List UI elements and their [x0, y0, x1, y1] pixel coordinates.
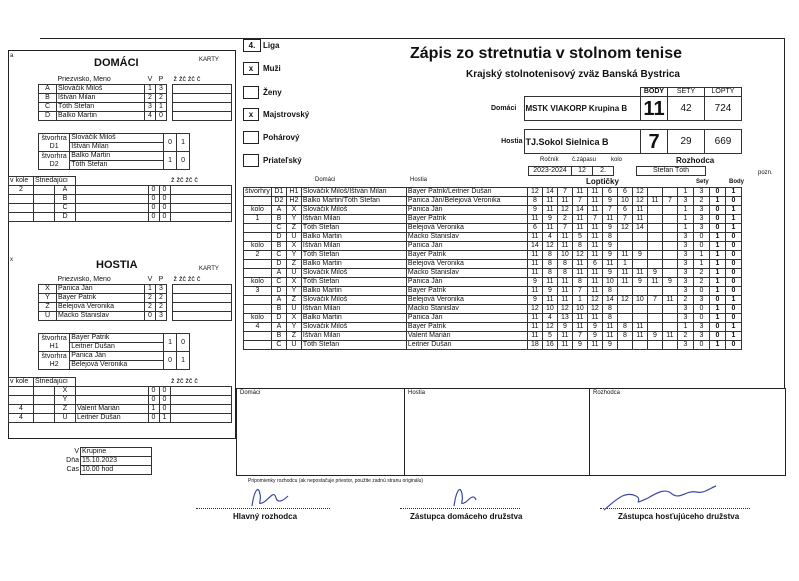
home-subs-table: v kole Striedajúci ž žč žč č 2 A 0 0 B 0 0 C 0 0 D 0 0	[8, 176, 232, 222]
away-sub-row: Y 0 0	[9, 396, 232, 405]
pozn-label: pozn.	[758, 170, 773, 176]
home-col-v: V	[147, 76, 153, 83]
notes-home-box[interactable]	[236, 388, 406, 476]
home-col-name: Priezvisko, Meno	[57, 76, 111, 83]
away-sub-row: 4 U Leitner Dušan 0 1	[9, 414, 232, 423]
home-rep-signature	[448, 482, 484, 510]
home-rep-label: Zástupca domáceho družstva	[410, 512, 523, 521]
home-player-row: A Slováčik Miloš 1 3	[39, 85, 232, 94]
notes-referee-box[interactable]	[589, 388, 786, 476]
summary-home-points: 11	[641, 97, 668, 121]
away-double-row: štvorhra H1 Bayer Patrik 1 0	[39, 334, 190, 343]
summary-away-sets: 29	[668, 130, 705, 154]
home-player-row: B Ištván Milan 2 2	[39, 94, 232, 103]
notes-away-box[interactable]	[404, 388, 591, 476]
match-row: kolo C X Tóth Štefan Panica Ján 9 11 11 8 11 10 11 9 11 9 3 2 1 0	[244, 278, 742, 287]
match-row: 1 B Y Ištván Milan Bayer Patrik 11 9 2 11 7 11 7 11 1 3 0 1	[244, 215, 742, 224]
away-player-row: Z Belejová Veronika 2 2	[39, 303, 232, 312]
match-row: 3 D Y Balko Martin Bayer Patrik 11 9 11 7 11 8 3 0 1 0	[244, 287, 742, 296]
away-doubles-table: štvorhra H1 Bayer Patrik 1 0 Leitner Dušan štvorhra H2 Panica Ján 0 1 Belejová Veronika	[38, 333, 190, 370]
away-sub-row: 4 Z Valent Marián 1 0	[9, 405, 232, 414]
page-subtitle: Krajský stolnotenisový zväz Banská Bystrica	[466, 69, 680, 80]
home-players-table	[38, 76, 232, 121]
footer-note: Pripomienky rozhodcu (ak nepostačuje priestor, použite zadnú stranu originálu)	[248, 478, 424, 484]
away-double-row: štvorhra H2 Panica Ján 0 1	[39, 352, 190, 361]
summary-away-points: 7	[641, 130, 668, 154]
away-karty-label: KARTY	[199, 266, 219, 272]
category-label-zeny: Ženy	[263, 88, 282, 97]
match-row: D2 H2 Balko Martin/Tóth Štefan Panica Ján/Belejová Veronika 8 11 11 7 11 9 10 12 11 7 3 2 1 0	[244, 197, 742, 206]
match-row: A Z Slováčik Miloš Belejová Veronika 9 11 11 1 12 14 12 10 7 11 2 3 0 1	[244, 296, 742, 305]
category-label-priatelsky: Priateľský	[263, 156, 302, 165]
category-label-majstrovsky: Majstrovský	[263, 110, 310, 119]
venue-date: 15.10.2023	[81, 457, 152, 466]
category-check-zeny[interactable]	[243, 86, 259, 99]
category-check-pohar[interactable]	[243, 131, 259, 144]
away-subs-table: v kole Striedajúci ž žč žč č X 0 0 Y 0 0 4 Z Valent Marián 1 0 4 U Leitner Dušan 0 1	[8, 377, 232, 423]
zapas-label: č.zápasu	[572, 157, 597, 163]
home-sub-row: C 0 0	[9, 204, 232, 213]
home-player-row: D Balko Martin 4 0	[39, 112, 232, 121]
matches-col-domaci: Domáci	[315, 177, 336, 183]
venue-time: 10.00 hod	[81, 466, 152, 475]
page-title: Zápis zo stretnutia v stolnom tenise	[410, 45, 683, 62]
rozhodca-label: Rozhodca	[676, 156, 715, 165]
away-player-row: X Panica Ján 1 3	[39, 285, 232, 294]
notes-referee-label: Rozhodca	[593, 390, 621, 396]
venue-table	[40, 447, 152, 475]
league-label: Liga	[263, 41, 280, 50]
match-row: D Z Balko Martin Belejová Veronika 11 8 8 11 6 11 1 3 1 1 0	[244, 260, 742, 269]
matches-col-sety: Sety	[696, 179, 709, 185]
referee-label: Hlavný rozhodca	[233, 512, 298, 521]
venue-place: Krupine	[81, 448, 152, 457]
category-check-priatelsky[interactable]	[243, 154, 259, 167]
home-title: DOMÁCI	[94, 57, 139, 69]
match-row: kolo A X Slováčik Miloš Panica Ján 9 11 12 14 11 7 6 11 1 3 0 1	[244, 206, 742, 215]
meta-table: 2023-2024 12 2. Štefan Tóth	[528, 166, 706, 176]
matches-col-body: Body	[729, 179, 744, 185]
venue-time-label: Čas	[66, 466, 79, 473]
home-karty-label: KARTY	[199, 57, 219, 63]
summary-away-balls: 669	[705, 130, 742, 154]
away-rep-label: Zástupca hosťujúceho družstva	[618, 512, 740, 521]
match-row: C Z Tóth Štefan Belejová Veronika 6 11 7 11 11 9 12 14 1 3 0 1	[244, 224, 742, 233]
summary-home-team: MSTK VIAKORP Krupina B	[524, 97, 641, 121]
summary-home-label: Domáci	[491, 104, 517, 112]
home-karty-cols: ž žč žč č	[173, 76, 201, 83]
home-double-row: štvorhra D2 Balko Martin 1 0	[39, 152, 190, 161]
match-row: štvorhry D1 H1 Slováčik Miloš/Ištván Milan Bayer Patrik/Leitner Dušan 12 14 7 11 11 6 6 12 1 3 0 1	[244, 188, 742, 197]
matches-col-lopticky: Loptičky	[586, 177, 619, 186]
category-check-muzi[interactable]: x	[243, 62, 259, 75]
match-row: 4 A Y Slováčik Miloš Bayer Patrik 11 12 9 11 9 11 8 11 1 3 0 1	[244, 323, 742, 332]
home-double-row: štvorhra D1 Slováčik Miloš 0 1	[39, 134, 190, 143]
category-label-pohar: Pohárový	[263, 133, 300, 142]
kolo-label: kolo	[611, 157, 623, 163]
home-player-row: C Tóth Štefan 3 1	[39, 103, 232, 112]
notes-home-label: Domáci	[240, 390, 261, 396]
match-row: B U Ištván Milan Macko Stanislav 12 10 12 10 12 8 3 0 1 0	[244, 305, 742, 314]
away-players-table: Priezvisko, Meno V P ž žč žč č X Panica Ján 1 3 Y Bayer Patrik 2 2 Z Belejová Veronika 2 2 U Macko Stanislav 0 3	[38, 276, 232, 321]
away-player-row: Y Bayer Patrik 2 2	[39, 294, 232, 303]
match-row: C U Tóth Štefan Leitner Dušan 18 16 11 9 11 9 3 0 1 0	[244, 341, 742, 350]
venue-date-label: Dňa	[66, 457, 79, 464]
summary-home-balls: 724	[705, 97, 742, 121]
match-row: B Z Ištván Milan Valent Marián 11 5 11 7 9 11 8 11 9 11 2 3 0 1	[244, 332, 742, 341]
away-sub-row: X 0 0	[9, 387, 232, 396]
away-rep-signature	[600, 482, 720, 514]
match-row: A U Slováčik Miloš Macko Stanislav 11 8 8 11 11 9 11 11 9 3 2 1 0	[244, 269, 742, 278]
home-sub-row: D 0 0	[9, 213, 232, 222]
league-number-box[interactable]: 4.	[243, 39, 261, 52]
away-corner-label: x	[10, 257, 13, 263]
match-row: 2 C Y Tóth Štefan Bayer Patrik 11 8 10 12 11 9 11 9 3 1 1 0	[244, 251, 742, 260]
referee-signature	[244, 480, 300, 510]
away-title: HOSTIA	[96, 259, 138, 271]
category-label-muzi: Muži	[263, 64, 281, 73]
category-check-majstrovsky[interactable]: x	[243, 108, 259, 121]
home-sub-row: B 0 0	[9, 195, 232, 204]
home-col-p: P	[158, 76, 164, 83]
matches-table	[243, 187, 742, 350]
matches-col-hostia: Hostia	[410, 177, 428, 183]
match-row: kolo D X Balko Martin Panica Ján 11 4 13 11 11 8 3 0 1 0	[244, 314, 742, 323]
summary-home-sets: 42	[668, 97, 705, 121]
home-doubles-table: štvorhra D1 Slováčik Miloš 0 1 Ištván Milan štvorhra D2 Balko Martin 1 0 Tóth Štefan	[38, 133, 190, 170]
venue-v-label: V	[74, 448, 79, 455]
match-row: D U Balko Martin Macko Stanislav 11 4 11 5 11 8 3 0 1 0	[244, 233, 742, 242]
summary-away-team: TJ.Sokol Sielnica B	[524, 130, 641, 154]
away-player-row: U Macko Stanislav 0 3	[39, 312, 232, 321]
home-sub-row: 2 A 0 0	[9, 186, 232, 195]
summary-away-label: Hostia	[501, 137, 523, 145]
match-row: kolo B X Ištván Milan Panica Ján 14 12 11 8 11 9 3 0 1 0	[244, 242, 742, 251]
rocnik-label: Ročník	[540, 157, 559, 163]
summary-table: BODY SETY LOPTY Domáci MSTK VIAKORP Krupina B 11 42 724 Hostia TJ.Sokol Sielnica B 7 29 669	[490, 87, 742, 154]
home-corner-label: a	[10, 53, 14, 59]
notes-away-label: Hostia	[408, 390, 426, 396]
